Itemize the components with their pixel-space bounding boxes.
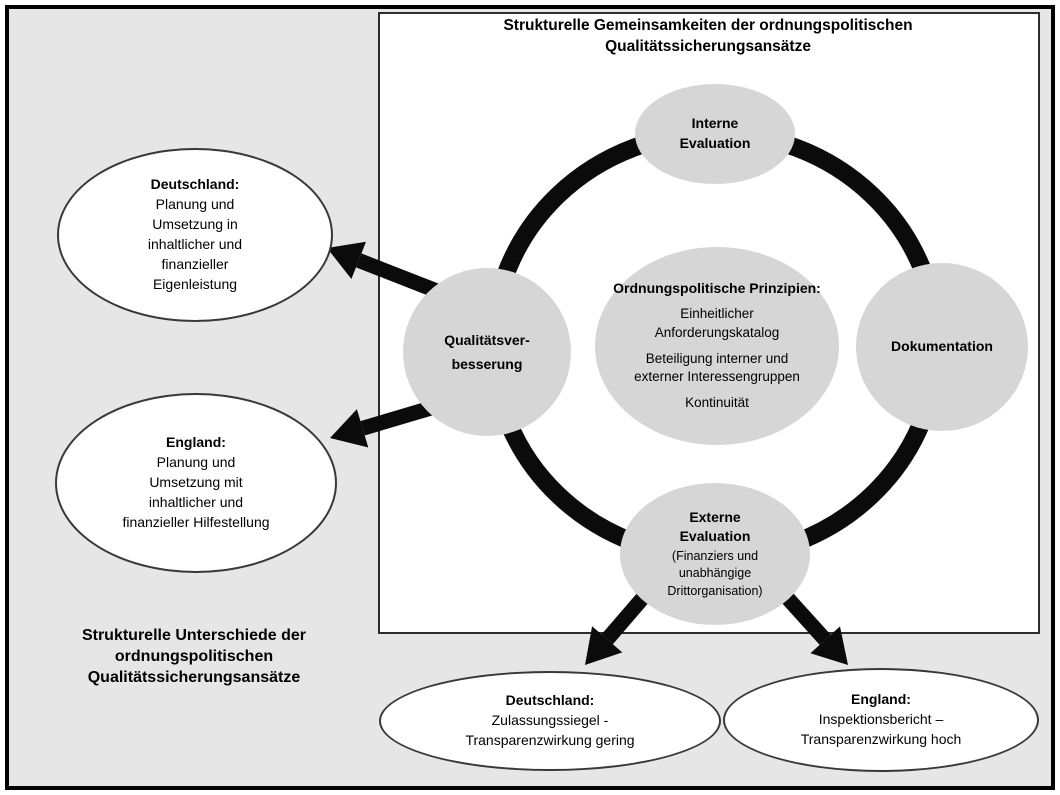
externe-sublabel: (Finanziers und unabhängige Drittorganisation) — [667, 548, 763, 598]
callout-england-bottom — [723, 668, 1039, 772]
center-principles-ellipse — [595, 247, 839, 445]
cycle-node-dokumentation — [856, 263, 1028, 431]
callout-england-left-title: England: — [166, 434, 226, 451]
arrow-to-deutschland-bottom — [585, 592, 648, 665]
arrow-to-england-bottom — [782, 592, 848, 665]
cycle-node-interne-evaluation — [635, 84, 795, 184]
principles-item-3: Kontinuität — [685, 395, 749, 411]
cycle-node-qualitaetsverbesserung — [403, 268, 571, 436]
principles-item-2: Beteiligung interner und externer Interessengruppen — [634, 350, 800, 385]
commonalities-title-line2: Qualitätssicherungsansätze — [605, 37, 811, 55]
callout-england-bottom-title: England: — [851, 691, 911, 708]
externe-label-line1: Externe — [689, 508, 741, 525]
callout-deutschland-bottom-title: Deutschland: — [505, 692, 595, 709]
qualitaet-label-line1: Qualitätsver- — [444, 331, 530, 348]
callout-deutschland-bottom — [379, 671, 721, 771]
cycle-node-externe-evaluation — [620, 483, 810, 625]
callout-deutschland-bottom-body: Zulassungssiegel - Transparenzwirkung gering — [465, 712, 635, 748]
callout-deutschland-left-body: Planung und Umsetzung in inhaltlicher und finanzieller Eigenleistung — [147, 196, 243, 292]
differences-title-line1: Strukturelle Unterschiede der — [81, 627, 307, 644]
interne-label-line1: Interne — [691, 115, 739, 132]
callout-england-bottom-body: Inspektionsbericht – Transparenzwirkung hoch — [800, 711, 962, 747]
principles-item-1: Einheitlicher Anforderungskatalog — [654, 305, 780, 340]
principles-title: Ordnungspolitische Prinzipien: — [613, 279, 821, 296]
differences-title — [33, 626, 355, 688]
callout-england-left-body: Planung und Umsetzung mit inhaltlicher und finanzieller Hilfestellung — [122, 454, 270, 530]
callout-deutschland-left-title: Deutschland: — [150, 176, 240, 193]
dokumentation-label: Dokumentation — [891, 338, 993, 355]
differences-title-line3: Qualitätssicherungsansätze — [87, 668, 301, 686]
callout-deutschland-left — [57, 148, 333, 322]
commonalities-title-line1: Strukturelle Gemeinsamkeiten der ordnungspolitischen — [503, 17, 913, 34]
qualitaet-label-line2: besserung — [451, 356, 523, 372]
interne-label-line2: Evaluation — [679, 135, 751, 151]
callout-england-left — [55, 393, 337, 573]
externe-label-line2: Evaluation — [679, 527, 751, 544]
differences-title-line2: ordnungspolitischen — [114, 647, 274, 665]
commonalities-title — [398, 16, 1018, 58]
